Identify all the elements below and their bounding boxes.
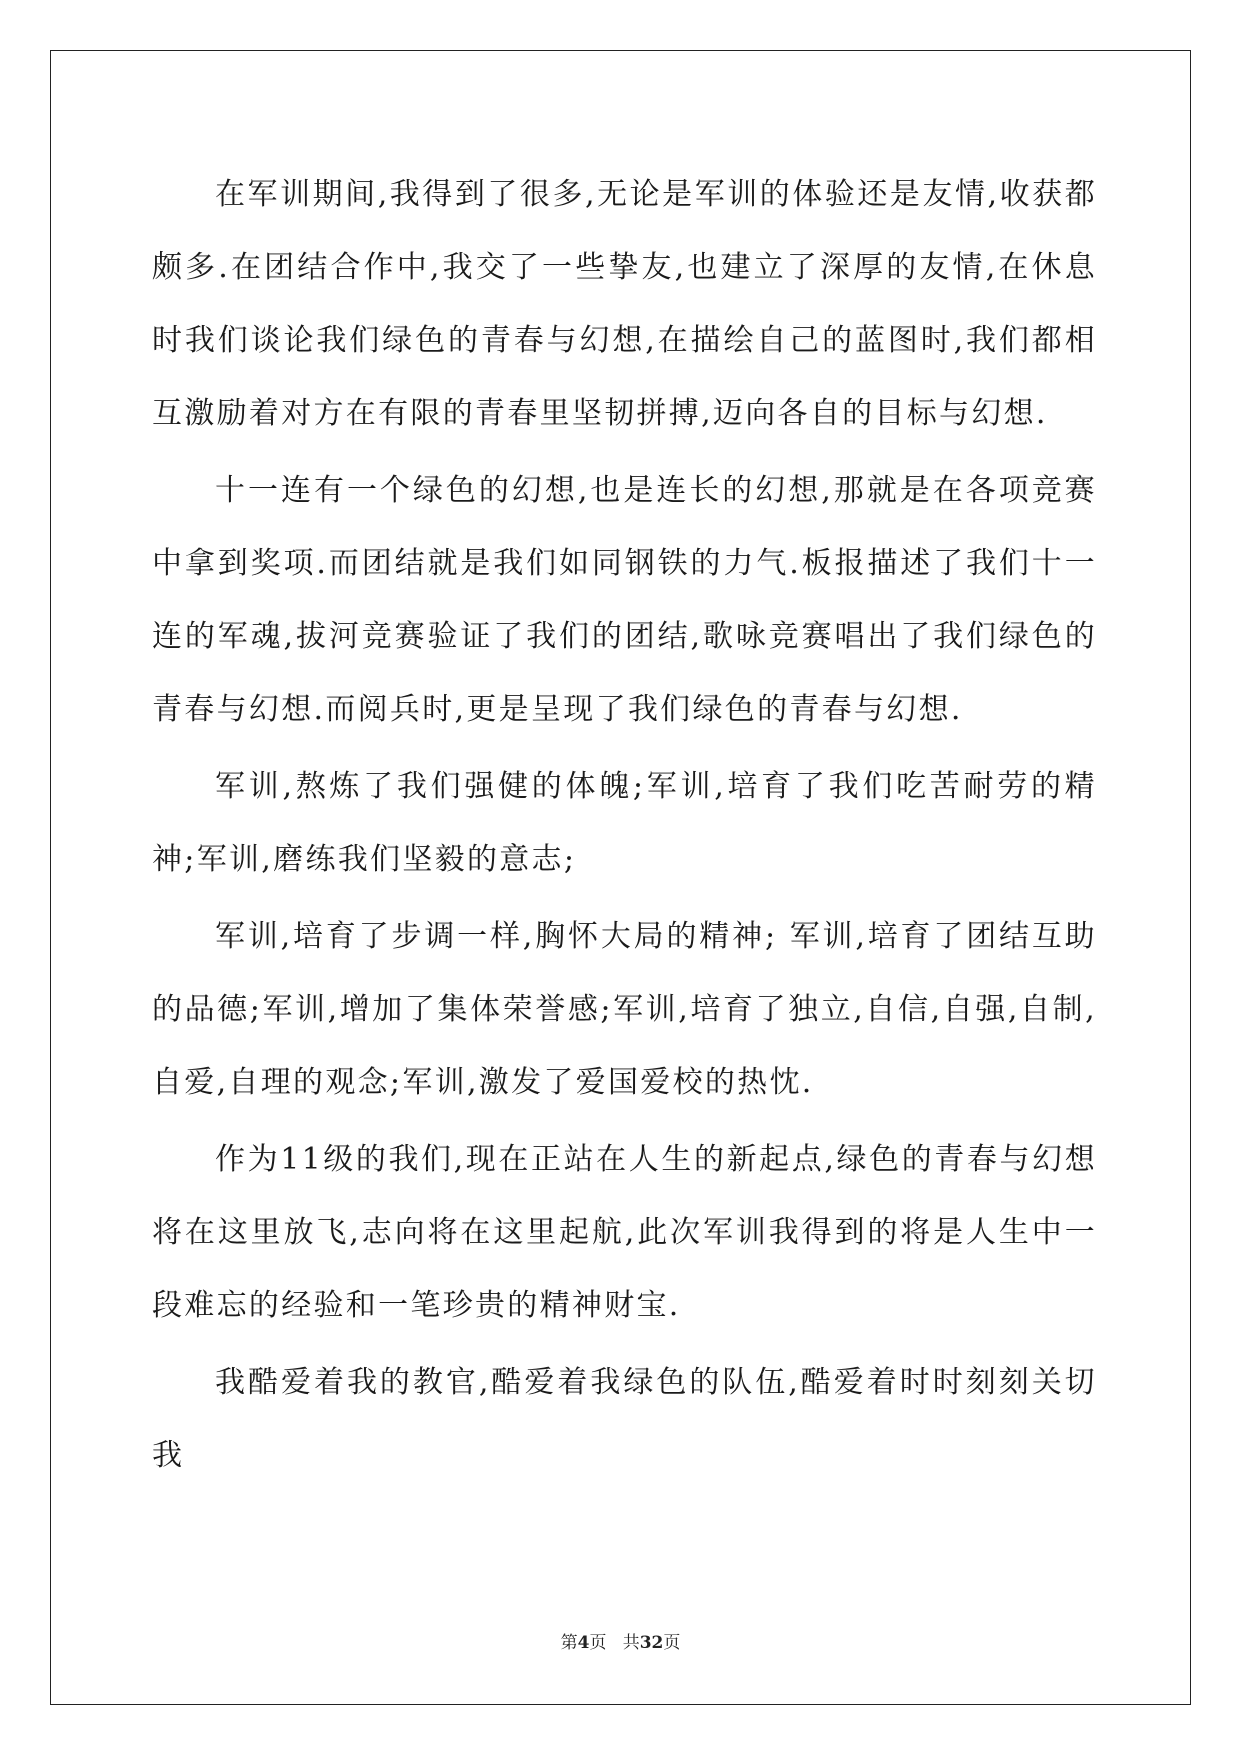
- paragraph-6: 我酷爱着我的教官,酷爱着我绿色的队伍,酷爱着时时刻刻关切我: [152, 1365, 1097, 1473]
- paragraph-3: 军训,熬炼了我们强健的体魄;军训,培育了我们吃苦耐劳的精神;军训,磨练我们坚毅的意志;: [152, 769, 1097, 877]
- total-pages-number: 32: [639, 1633, 664, 1653]
- footer-total-suffix: 页: [663, 1633, 681, 1653]
- paragraph-4: 军训,培育了步调一样,胸怀大局的精神; 军训,培育了团结互助的品德;军训,增加了集体荣誉感;军训,培育了独立,自信,自强,自制,自爱,自理的观念;军训,激发了爱国爱校的热忱.: [152, 919, 1097, 1100]
- page-footer: [0, 1628, 1241, 1653]
- paragraph-5: 作为11级的我们,现在正站在人生的新起点,绿色的青春与幻想将在这里放飞,志向将在这里起航,此次军训我得到的将是人生中一段难忘的经验和一笔珍贵的精神财宝.: [152, 1142, 1097, 1323]
- footer-page-suffix: 页: [589, 1633, 607, 1653]
- footer-prefix: 第: [560, 1633, 578, 1653]
- paragraph-1: 在军训期间,我得到了很多,无论是军训的体验还是友情,收获都颇多.在团结合作中,我交了一些挚友,也建立了深厚的友情,在休息时我们谈论我们绿色的青春与幻想,在描绘自己的蓝图时,我们都相互激励着对方在有限的青春里坚韧拼搏,迈向各自的目标与幻想.: [152, 177, 1097, 431]
- current-page-number: 4: [577, 1633, 590, 1653]
- document-body: [152, 158, 1097, 1496]
- footer-total-prefix: 共: [622, 1633, 640, 1653]
- paragraph-2: 十一连有一个绿色的幻想,也是连长的幻想,那就是在各项竞赛中拿到奖项.而团结就是我们如同钢铁的力气.板报描述了我们十一连的军魂,拔河竞赛验证了我们的团结,歌咏竞赛唱出了我们绿色的青春与幻想.而阅兵时,更是呈现了我们绿色的青春与幻想.: [152, 473, 1097, 727]
